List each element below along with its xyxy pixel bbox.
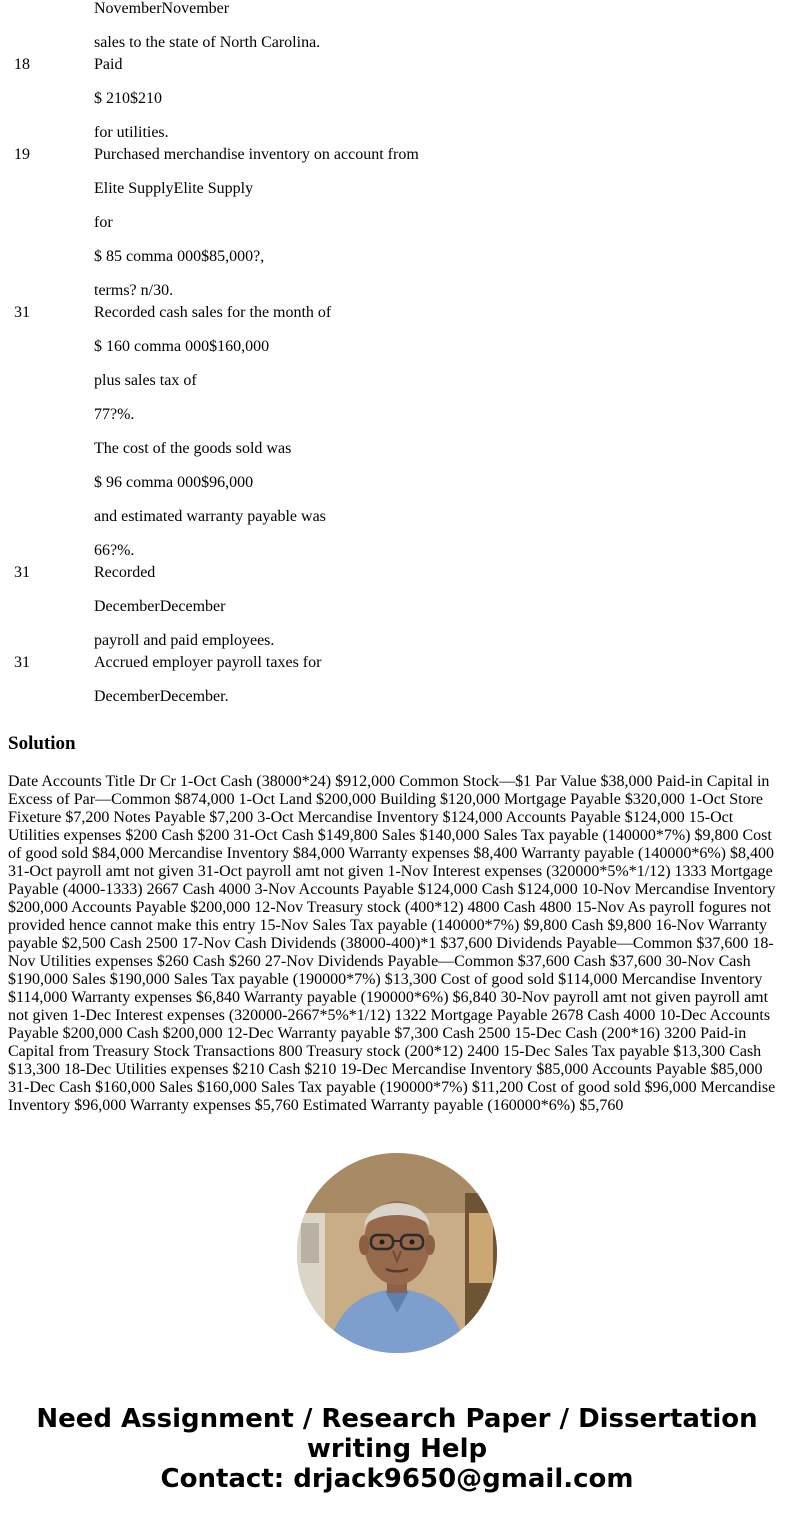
transaction-line: Recorded	[94, 564, 156, 581]
transaction-line: DecemberDecember	[94, 598, 226, 615]
transaction-line: $ 96 comma 000$96,000	[94, 474, 254, 491]
transaction-table	[8, 0, 494, 710]
transaction-line: and estimated warranty payable was	[94, 508, 326, 525]
solution-heading: Solution	[8, 733, 76, 754]
transaction-date: 18	[14, 56, 30, 73]
transaction-line: $ 85 comma 000$85,000?,	[94, 248, 265, 265]
transaction-line: DecemberDecember.	[94, 688, 229, 705]
transaction-line: plus sales tax of	[94, 372, 197, 389]
transaction-line: 77?%.	[94, 406, 135, 423]
transaction-line: for	[94, 214, 113, 231]
transaction-description	[94, 654, 494, 710]
transaction-row	[8, 564, 494, 654]
transaction-line: Elite SupplyElite Supply	[94, 180, 254, 197]
transaction-description	[94, 564, 494, 654]
transaction-line: sales to the state of North Carolina.	[94, 34, 321, 51]
transaction-date: 31	[14, 564, 30, 581]
transaction-row	[8, 304, 494, 564]
transaction-row	[8, 654, 494, 710]
transaction-line: $ 210$210	[94, 90, 162, 107]
transaction-row	[8, 146, 494, 304]
transaction-line: terms? n/30.	[94, 282, 174, 299]
transaction-line: payroll and paid employees.	[94, 632, 275, 649]
solution-text: Date Accounts Title Dr Cr 1-Oct Cash (38000*24) $912,000 Common Stock—$1 Par Value $38,000 Paid-in Capital in Excess of Par—Common $874,000 1-Oct Land $200,000 Building $120,000 Mortgage Payable $320,000 1-Oct Store Fixeture $7,200 Notes Payable $7,200 3-Oct Mercandise Inventory $124,000 Accounts Payable $124,000 15-Oct Utilities expenses $200 Cash $200 31-Oct Cash $149,800 Sales $140,000 Sales Tax payable (140000*7%) $9,800 Cost of good sold $84,000 Mercandise Inventory $84,000 Warranty expenses $8,400 Warranty payable (140000*6%) $8,400 31-Oct payroll amt not given 31-Oct payroll amt not given 1-Nov Interest expenses (320000*5%*1/12) 1333 Mortgage Payable (4000-1333) 2667 Cash 4000 3-Nov Accounts Payable $124,000 Cash $124,000 10-Nov Mercandise Inventory $200,000 Accounts Payable $200,000 12-Nov Treasury stock (400*12) 4800 Cash 4800 15-Nov As payroll fogures not provided hence cannot make this entry 15-Nov Sales Tax payable (140000*7%) $9,800 Cash $9,800 16-Nov Warranty payable $2,500 Cash 2500 17-Nov Cash Dividends (38000-400)*1 $37,600 Dividends Payable—Common $37,600 18-Nov Utilities expenses $260 Cash $260 27-Nov Dividends Payable—Common $37,600 Cash $37,600 30-Nov Cash $190,000 Sales $190,000 Sales Tax payable (190000*7%) $13,300 Cost of good sold $114,000 Mercandise Inventory $114,000 Warranty expenses $6,840 Warranty payable (190000*6%) $6,840 30-Nov payroll amt not given payroll amt not given 1-Dec Interest expenses (320000-2667*5%*1/12) 1322 Mortgage Payable 2678 Cash 4000 10-Dec Accounts Payable $200,000 Cash $200,000 12-Dec Warranty payable $7,300 Cash 2500 15-Dec Cash (200*16) 3200 Paid-in Capital from Treasury Stock Transactions 800 Treasury stock (200*12) 2400 15-Dec Sales Tax payable $13,300 Cash $13,300 18-Dec Utilities expenses $210 Cash $210 19-Dec Mercandise Inventory $85,000 Accounts Payable $85,000 31-Dec Cash $160,000 Sales $160,000 Sales Tax payable (190000*7%) $11,200 Cost of good sold $96,000 Mercandise Inventory $96,000 Warranty expenses $5,760 Estimated Warranty payable (160000*6%) $5,760	[8, 773, 776, 1114]
footer-contact-text: Contact: drjack9650@gmail.com	[160, 1464, 634, 1494]
transaction-line: for utilities.	[94, 124, 169, 141]
footer-help-text: Need Assignment / Research Paper / Dissertation writing Help	[36, 1404, 758, 1464]
transaction-line: $ 160 comma 000$160,000	[94, 338, 270, 355]
transaction-date: 19	[14, 146, 30, 163]
transaction-line: Purchased merchandise inventory on account from	[94, 146, 419, 163]
transaction-description	[94, 304, 494, 564]
transaction-line: Accrued employer payroll taxes for	[94, 654, 322, 671]
transaction-description	[94, 0, 494, 56]
transaction-line: Recorded cash sales for the month of	[94, 304, 332, 321]
transaction-date: 31	[14, 304, 30, 321]
transaction-row	[8, 0, 494, 56]
person-portrait-icon	[297, 1153, 497, 1353]
author-avatar	[297, 1153, 497, 1353]
transaction-date	[8, 0, 94, 56]
transaction-line: NovemberNovember	[94, 0, 230, 17]
transaction-line: 66?%.	[94, 542, 135, 559]
transaction-date: 31	[14, 654, 30, 671]
transaction-line: The cost of the goods sold was	[94, 440, 292, 457]
transaction-description	[94, 56, 494, 146]
transaction-line: Paid	[94, 56, 123, 73]
footer-banner	[0, 1404, 794, 1494]
transaction-row	[8, 56, 494, 146]
transaction-table-body	[8, 0, 494, 710]
transaction-description	[94, 146, 494, 304]
